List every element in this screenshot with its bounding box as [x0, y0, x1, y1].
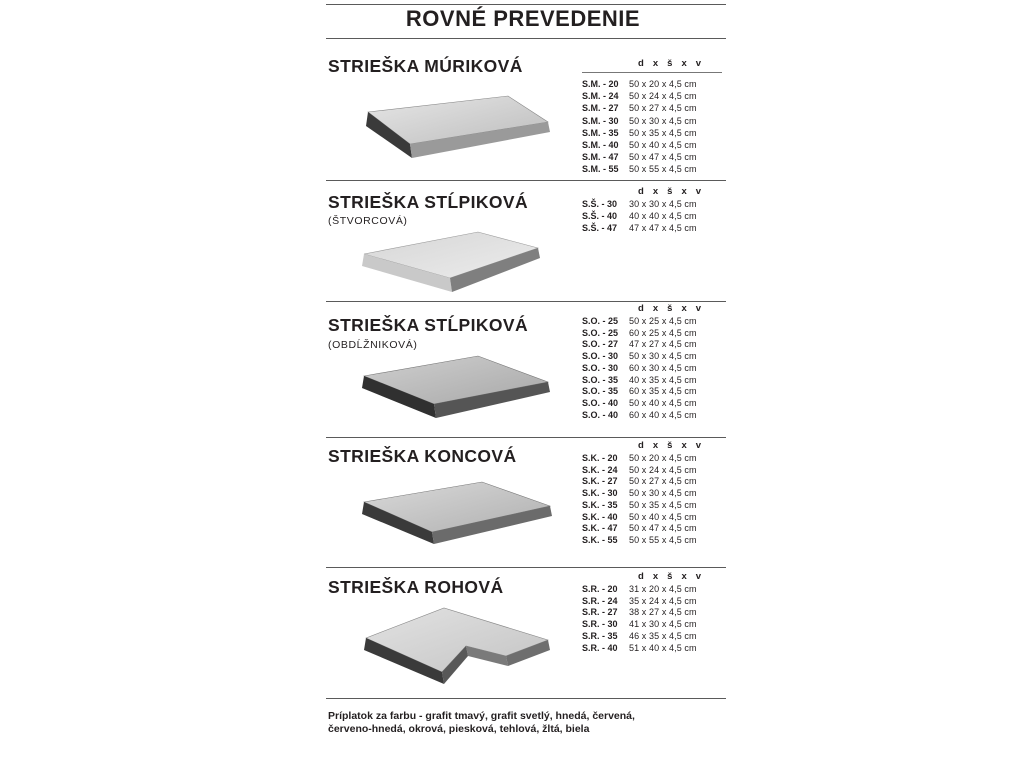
- product-dimensions: 51 x 40 x 4,5 cm: [629, 642, 697, 653]
- spec-header-rule: [582, 72, 722, 73]
- spec-row: [582, 499, 697, 511]
- product-code: S.O. - 35: [582, 386, 619, 397]
- product-dimensions: 50 x 40 x 4,5 cm: [629, 140, 697, 150]
- section-subtitle-obdlznikova: (OBDĹŽNIKOVÁ): [328, 339, 418, 351]
- product-dimensions: 50 x 40 x 4,5 cm: [629, 511, 697, 522]
- product-code: S.O. - 40: [582, 397, 619, 408]
- product-code: S.R. - 40: [582, 642, 618, 653]
- spec-row: [582, 222, 697, 234]
- product-dimensions: 31 x 20 x 4,5 cm: [629, 584, 697, 594]
- spec-row: [582, 90, 697, 102]
- post-cap-rectangular-image: [358, 352, 558, 432]
- spec-row: [582, 139, 697, 151]
- product-dimensions: 50 x 30 x 4,5 cm: [629, 351, 697, 362]
- product-dimensions: 50 x 35 x 4,5 cm: [629, 499, 697, 510]
- section-rule: [326, 301, 726, 302]
- section-title-stlpikova-stvorcova: STRIEŠKA STĹPIKOVÁ: [328, 192, 529, 212]
- spec-row: [582, 210, 697, 222]
- color-surcharge-note: [328, 710, 723, 736]
- product-dimensions: 41 x 30 x 4,5 cm: [629, 619, 697, 630]
- dimension-header: d x š x v: [638, 186, 705, 197]
- spec-row: [582, 522, 697, 534]
- section-title-murikova: STRIEŠKA MÚRIKOVÁ: [328, 56, 523, 76]
- product-code: S.O. - 27: [582, 339, 619, 350]
- product-code: S.R. - 35: [582, 630, 618, 641]
- product-dimensions: 47 x 27 x 4,5 cm: [629, 339, 697, 350]
- spec-row: [582, 409, 697, 421]
- spec-row: [582, 487, 697, 499]
- section-rule: [326, 180, 726, 181]
- top-rule: [326, 4, 726, 5]
- spec-row: [582, 350, 697, 362]
- product-dimensions: 60 x 25 x 4,5 cm: [629, 327, 697, 338]
- product-code: S.K. - 30: [582, 488, 618, 499]
- spec-row: [582, 78, 697, 90]
- product-dimensions: 50 x 30 x 4,5 cm: [629, 115, 697, 126]
- page-title: ROVNÉ PREVEDENIE: [405, 6, 641, 31]
- product-dimensions: 40 x 40 x 4,5 cm: [629, 211, 697, 222]
- end-cap-slab-image: [358, 476, 558, 560]
- product-code: S.O. - 40: [582, 409, 619, 420]
- product-code: S.K. - 47: [582, 523, 618, 534]
- title-rule: [326, 38, 726, 39]
- product-code: S.O. - 25: [582, 327, 619, 338]
- product-code: S.K. - 35: [582, 499, 618, 510]
- product-code: S.M. - 40: [582, 140, 619, 150]
- spec-row: [582, 362, 697, 374]
- product-code: S.K. - 40: [582, 511, 618, 522]
- product-code: S.K. - 55: [582, 534, 618, 545]
- spec-row: [582, 374, 697, 386]
- product-dimensions: 50 x 55 x 4,5 cm: [629, 164, 697, 175]
- spec-row: [582, 452, 697, 464]
- product-code: S.R. - 30: [582, 619, 618, 630]
- product-code: S.M. - 35: [582, 127, 619, 138]
- product-dimensions: 50 x 30 x 4,5 cm: [629, 488, 697, 499]
- spec-row: [582, 327, 697, 339]
- product-dimensions: 30 x 30 x 4,5 cm: [629, 199, 697, 209]
- spec-row: [582, 338, 697, 350]
- product-code: S.M. - 24: [582, 91, 619, 102]
- product-code: S.O. - 30: [582, 362, 619, 373]
- catalog-sheet: [318, 0, 728, 768]
- product-dimensions: 50 x 20 x 4,5 cm: [629, 453, 697, 463]
- color-note-line-1: Príplatok za farbu - grafit tmavý, grafit svetlý, hnedá, červená,: [328, 710, 635, 722]
- product-dimensions: 50 x 27 x 4,5 cm: [629, 476, 697, 487]
- product-code: S.R. - 24: [582, 595, 618, 606]
- product-code: S.K. - 24: [582, 464, 618, 475]
- product-dimensions: 50 x 20 x 4,5 cm: [629, 79, 697, 89]
- product-dimensions: 50 x 47 x 4,5 cm: [629, 523, 697, 534]
- spec-row: [582, 127, 697, 139]
- spec-row: [582, 534, 697, 546]
- product-code: S.O. - 30: [582, 351, 619, 362]
- spec-row: [582, 606, 697, 618]
- spec-row: [582, 198, 697, 210]
- dimension-header: d x š x v: [638, 303, 705, 314]
- product-dimensions: 50 x 35 x 4,5 cm: [629, 127, 697, 138]
- product-dimensions: 50 x 24 x 4,5 cm: [629, 464, 697, 475]
- product-dimensions: 50 x 47 x 4,5 cm: [629, 152, 697, 163]
- product-code: S.M. - 30: [582, 115, 619, 126]
- spec-row: [582, 397, 697, 409]
- section-title-koncova: STRIEŠKA KONCOVÁ: [328, 446, 517, 466]
- spec-row: [582, 642, 697, 654]
- section-title-stlpikova-obdlznikova: STRIEŠKA STĹPIKOVÁ: [328, 315, 529, 335]
- product-code: S.O. - 25: [582, 316, 619, 326]
- spec-row: [582, 511, 697, 523]
- section-rule: [326, 567, 726, 568]
- spec-row: [582, 315, 697, 327]
- product-dimensions: 35 x 24 x 4,5 cm: [629, 595, 697, 606]
- product-code: S.M. - 47: [582, 152, 619, 163]
- spec-row: [582, 475, 697, 487]
- spec-row: [582, 151, 697, 163]
- product-code: S.M. - 27: [582, 103, 619, 114]
- spec-row: [582, 163, 697, 175]
- section-subtitle-stvorcova: (ŠTVORCOVÁ): [328, 215, 408, 227]
- product-code: S.R. - 27: [582, 607, 618, 618]
- product-dimensions: 60 x 35 x 4,5 cm: [629, 386, 697, 397]
- post-cap-square-image: [358, 226, 558, 300]
- spec-row: [582, 115, 697, 127]
- spec-row: [582, 595, 697, 607]
- product-dimensions: 40 x 35 x 4,5 cm: [629, 374, 697, 385]
- coping-wall-slab-image: [358, 92, 558, 172]
- product-code: S.K. - 27: [582, 476, 618, 487]
- product-dimensions: 50 x 55 x 4,5 cm: [629, 534, 697, 545]
- product-code: S.Š. - 30: [582, 199, 618, 209]
- section-rule: [326, 437, 726, 438]
- section-rule: [326, 698, 726, 699]
- product-code: S.O. - 35: [582, 374, 619, 385]
- corner-cap-slab-image: [358, 600, 558, 692]
- product-code: S.M. - 20: [582, 79, 619, 89]
- product-code: S.M. - 55: [582, 164, 619, 175]
- product-code: S.K. - 20: [582, 453, 618, 463]
- product-code: S.R. - 20: [582, 584, 618, 594]
- section-title-rohova: STRIEŠKA ROHOVÁ: [328, 577, 504, 597]
- spec-row: [582, 630, 697, 642]
- dimension-header: d x š x v: [638, 440, 705, 451]
- spec-row: [582, 102, 697, 114]
- product-dimensions: 50 x 25 x 4,5 cm: [629, 316, 697, 326]
- product-dimensions: 50 x 24 x 4,5 cm: [629, 91, 697, 102]
- product-dimensions: 47 x 47 x 4,5 cm: [629, 223, 697, 234]
- spec-row: [582, 385, 697, 397]
- product-dimensions: 50 x 40 x 4,5 cm: [629, 397, 697, 408]
- dimension-header: d x š x v: [638, 571, 705, 582]
- spec-row: [582, 464, 697, 476]
- spec-row: [582, 618, 697, 630]
- product-dimensions: 46 x 35 x 4,5 cm: [629, 630, 697, 641]
- product-code: S.Š. - 47: [582, 223, 618, 234]
- spec-row: [582, 583, 697, 595]
- product-dimensions: 60 x 40 x 4,5 cm: [629, 409, 697, 420]
- product-dimensions: 60 x 30 x 4,5 cm: [629, 362, 697, 373]
- color-note-line-2: červeno-hnedá, okrová, piesková, tehlová, žltá, biela: [328, 723, 590, 735]
- dimension-header: d x š x v: [638, 58, 705, 69]
- product-dimensions: 38 x 27 x 4,5 cm: [629, 607, 697, 618]
- product-code: S.Š. - 40: [582, 211, 618, 222]
- product-dimensions: 50 x 27 x 4,5 cm: [629, 103, 697, 114]
